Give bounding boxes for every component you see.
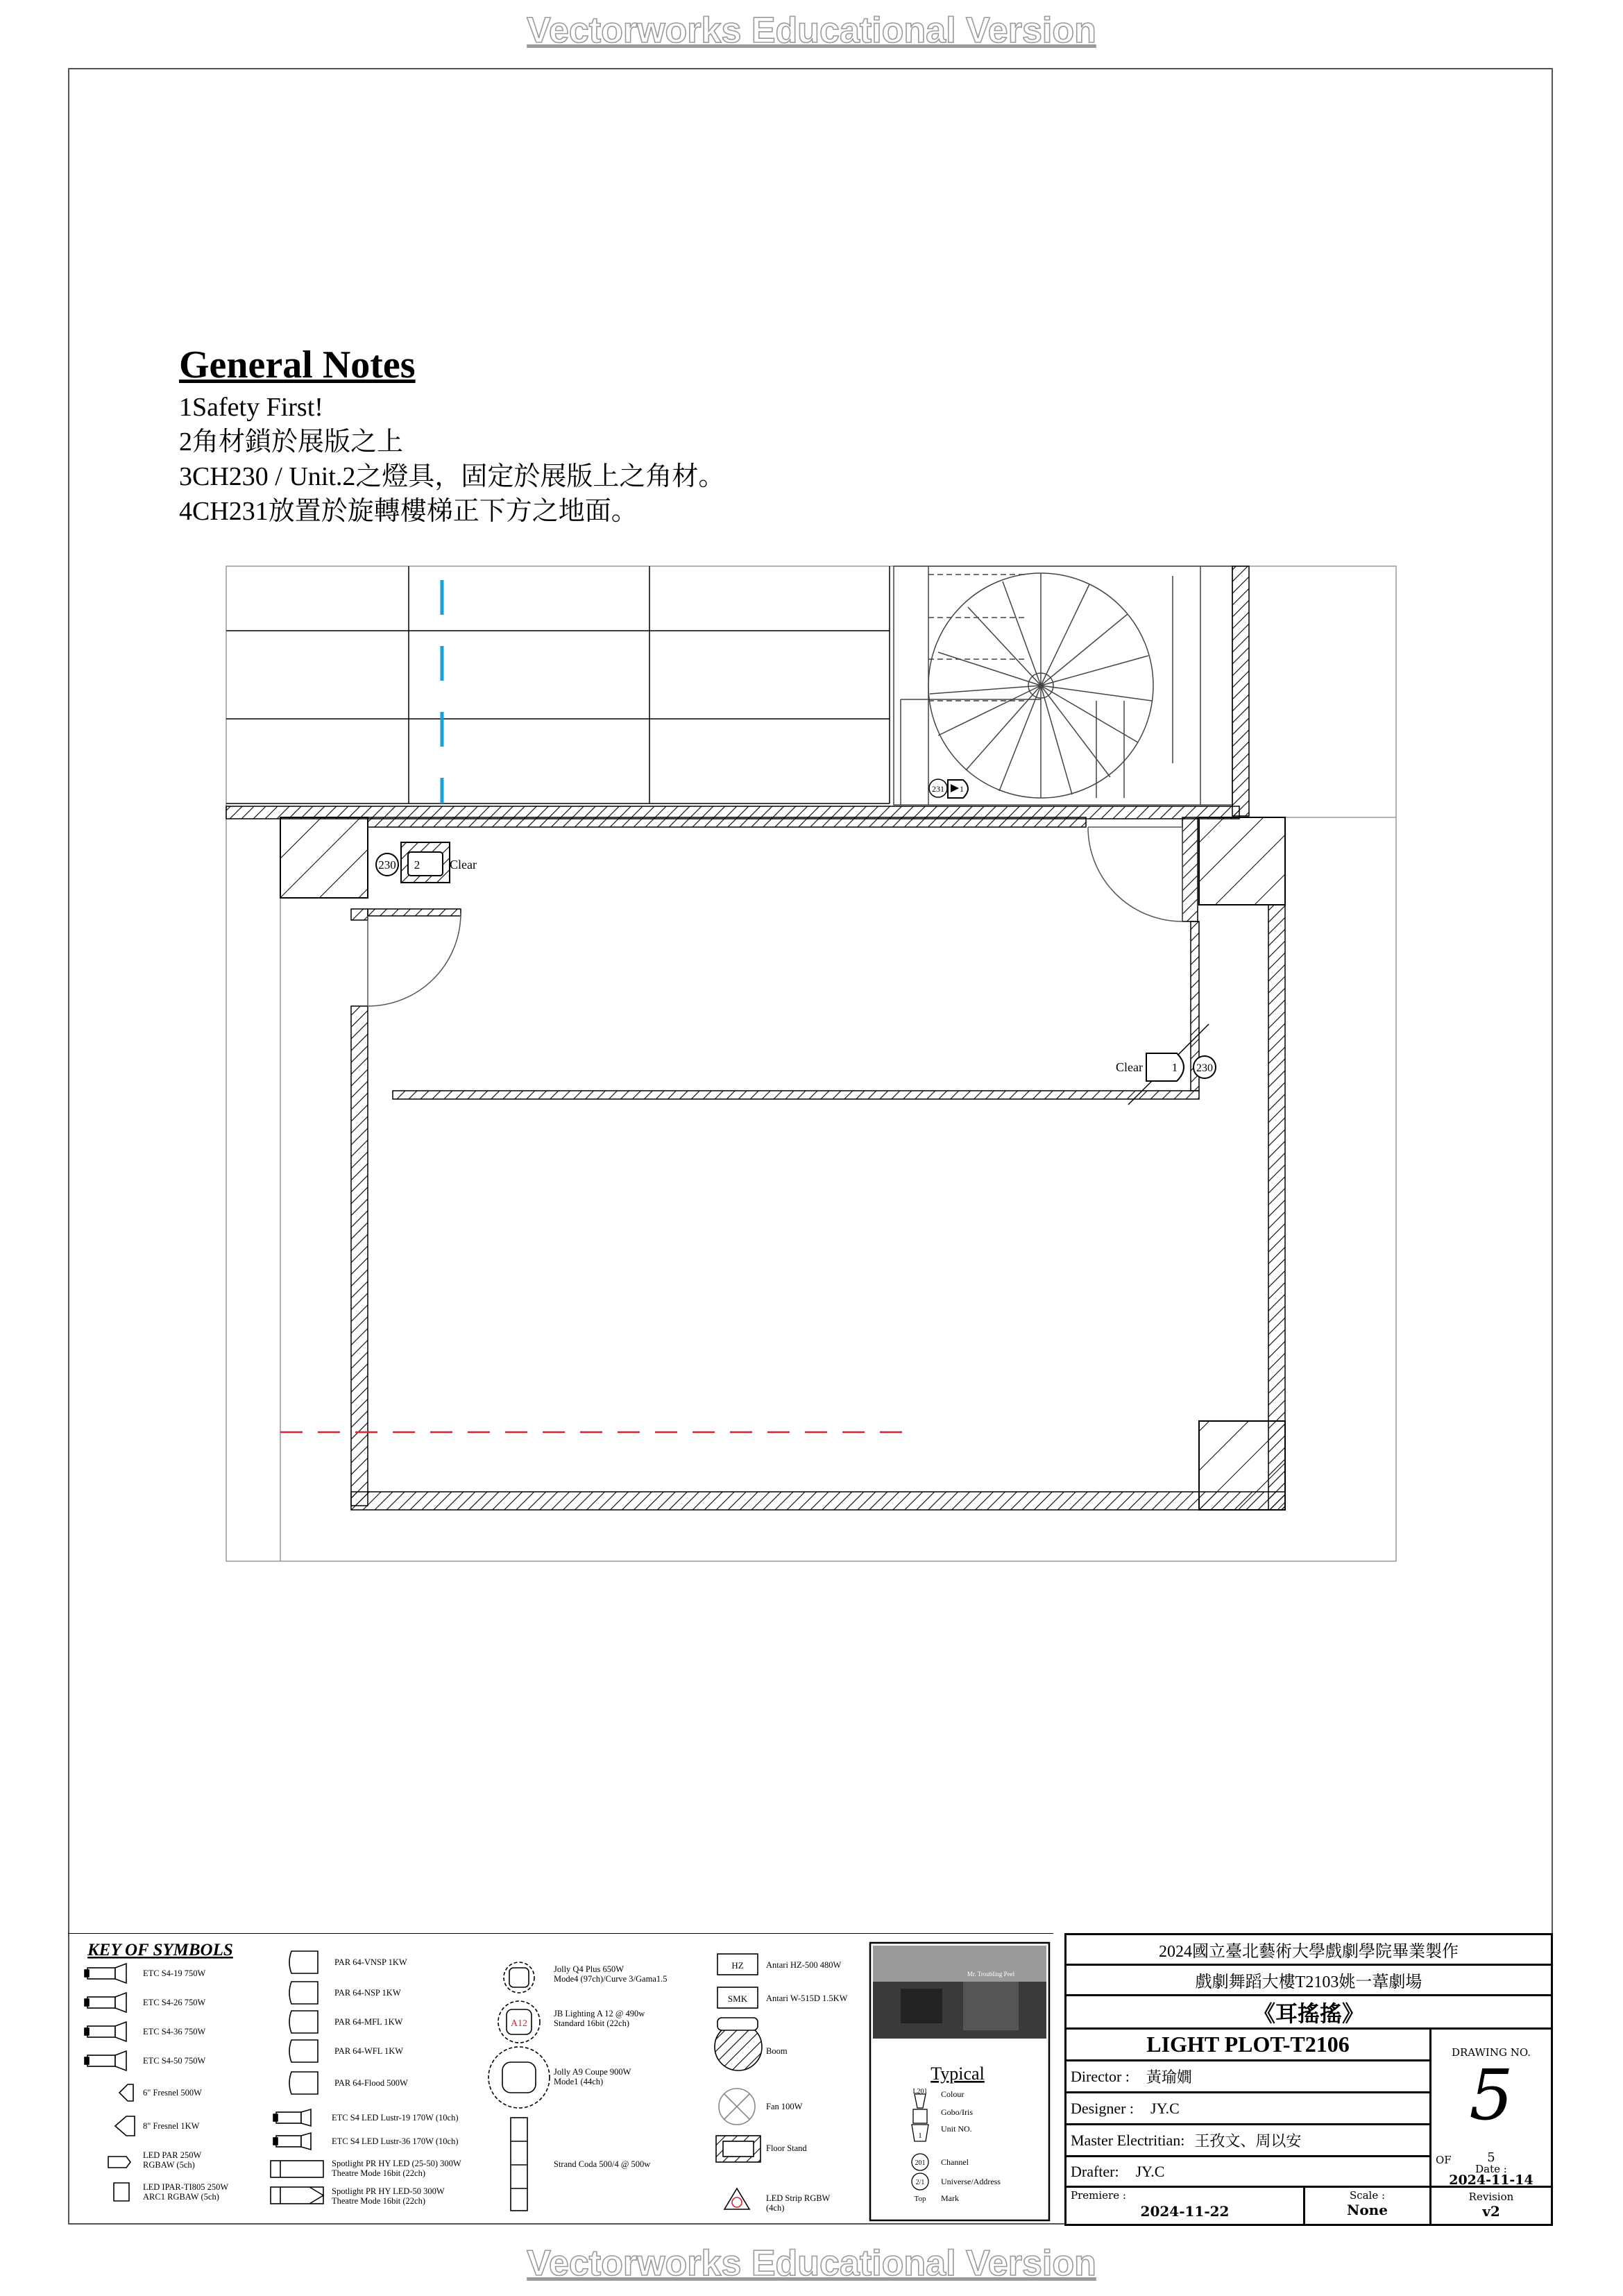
- key-item: Jolly Q4 Plus 650W: [554, 1964, 624, 1974]
- unit2-channel: 230: [378, 858, 396, 871]
- venue-outline: [226, 566, 1396, 1561]
- typical-item: Channel: [941, 2157, 969, 2167]
- typical-item: Colour: [941, 2089, 965, 2099]
- typical-box: [870, 1943, 1049, 2220]
- key-item: 8" Fresnel 1KW: [143, 2121, 200, 2131]
- tb-director: [1067, 2061, 1431, 2093]
- me-label: Master Electritian:: [1071, 2131, 1185, 2149]
- doors: [368, 827, 1182, 1006]
- key-item: ETC S4 LED Lustr-19 170W (10ch): [332, 2113, 459, 2123]
- key-item: Mode4 (97ch)/Curve 3/Gama1.5: [554, 1974, 668, 1984]
- key-item: ETC S4-50 750W: [143, 2056, 206, 2066]
- sample-channel: 201: [915, 2159, 926, 2167]
- director-label: Director :: [1071, 2067, 1130, 2085]
- me-value: 王孜文、周以安: [1194, 2132, 1302, 2150]
- key-item: Spotlight PR HY LED (25-50) 300W: [332, 2159, 461, 2168]
- key-item: Theatre Mode 16bit (22ch): [332, 2168, 426, 2178]
- key-item: Fan 100W: [766, 2102, 803, 2111]
- tb-master-electrician: [1067, 2125, 1431, 2157]
- drawing-no-label: DRAWING NO.: [1451, 2046, 1531, 2059]
- watermark-bottom: Vectorworks Educational Version: [527, 2243, 1096, 2284]
- sample-colour: L201: [912, 2088, 928, 2095]
- key-item: Mode1 (44ch): [554, 2077, 604, 2086]
- revision-label: Revision: [1468, 2191, 1514, 2203]
- key-item: PAR 64-VNSP 1KW: [334, 1957, 407, 1967]
- unit2-number: 2: [414, 858, 420, 871]
- typical-item: Gobo/Iris: [941, 2107, 973, 2117]
- tb-scale: [1305, 2188, 1431, 2224]
- photo-caption: Mr. Troubling Peel: [967, 1971, 1015, 1978]
- unit1-channel: 230: [1196, 1062, 1213, 1074]
- spiral-stair: [894, 566, 1232, 805]
- fixture-under-stair: [929, 779, 968, 798]
- general-notes-title: General Notes: [179, 343, 416, 386]
- key-of-symbols: [68, 1933, 1053, 2225]
- key-item: PAR 64-MFL 1KW: [334, 2017, 403, 2027]
- tb-premiere: [1067, 2188, 1305, 2224]
- tb-plot-title: LIGHT PLOT-T2106: [1067, 2030, 1431, 2061]
- key-item: ETC S4-36 750W: [143, 2027, 206, 2036]
- key-item: Jolly A9 Coupe 900W: [554, 2067, 631, 2077]
- smk-symbol: SMK: [727, 1993, 748, 2004]
- key-item: LED Strip RGBW: [766, 2193, 831, 2203]
- premiere-value: 2024-11-22: [1140, 2203, 1230, 2220]
- tb-line1: 2024國立臺北藝術大學戲劇學院畢業製作: [1067, 1935, 1551, 1966]
- designer-label: Designer :: [1071, 2099, 1135, 2117]
- of-value: 5: [1487, 2150, 1495, 2165]
- key-title: KEY OF SYMBOLS: [87, 1941, 233, 1959]
- note-line: 1Safety First!: [179, 393, 323, 422]
- key-item: RGBAW (5ch): [143, 2160, 195, 2170]
- key-item: ETC S4-26 750W: [143, 1998, 206, 2007]
- sample-unit: 1: [918, 2132, 922, 2140]
- tb-line2: 戲劇舞蹈大樓T2103姚一葦劇場: [1067, 1966, 1551, 1996]
- sample-address: 2/1: [915, 2179, 925, 2186]
- key-item: PAR 64-WFL 1KW: [334, 2046, 404, 2056]
- sample-top: Top: [914, 2195, 926, 2203]
- key-item: Standard 16bit (22ch): [554, 2018, 630, 2028]
- key-item: PAR 64-Flood 500W: [334, 2078, 408, 2088]
- key-item: Floor Stand: [766, 2143, 807, 2153]
- top-grid: [226, 566, 890, 803]
- key-item: LED PAR 250W: [143, 2150, 202, 2160]
- note-line: 3CH230 / Unit.2之燈具，固定於展版上之角材。: [179, 462, 725, 491]
- tb-revision: [1431, 2188, 1551, 2224]
- key-item: JB Lighting A 12 @ 490w: [554, 2009, 645, 2018]
- director-value: 黃瑜嫺: [1146, 2068, 1192, 2086]
- key-item: PAR 64-NSP 1KW: [334, 1988, 401, 1998]
- stair-number: 1: [960, 784, 964, 794]
- designer-value: JY.C: [1150, 2099, 1180, 2117]
- tb-drafter: [1067, 2157, 1431, 2188]
- tb-date: [1431, 2150, 1551, 2188]
- key-item: Strand Coda 500/4 @ 500w: [554, 2159, 651, 2169]
- hz-symbol: HZ: [731, 1960, 744, 1971]
- key-item: ETC S4 LED Lustr-36 170W (10ch): [332, 2136, 459, 2146]
- key-item: Spotlight PR HY LED-50 300W: [332, 2186, 445, 2196]
- key-item: Antari HZ-500 480W: [766, 1960, 842, 1970]
- scale-value: None: [1347, 2202, 1388, 2218]
- key-item: ETC S4-19 750W: [143, 1968, 206, 1978]
- title-block: [1064, 1933, 1553, 2226]
- note-line: 4CH231放置於旋轉樓梯正下方之地面。: [179, 497, 638, 526]
- display-board: [393, 1091, 1199, 1099]
- tb-show-title: 《耳搖搖》: [1067, 1996, 1551, 2030]
- typical-item: Universe/Address: [941, 2177, 1001, 2186]
- tb-designer: [1067, 2093, 1431, 2125]
- a12-symbol-label: A12: [510, 2018, 528, 2029]
- key-item: LED IPAR-TI805 250W: [143, 2182, 229, 2192]
- note-line: 2角材鎖於展版之上: [179, 427, 404, 457]
- revision-value: v2: [1482, 2203, 1500, 2220]
- scale-label: Scale :: [1349, 2189, 1386, 2202]
- date-value: 2024-11-14: [1449, 2172, 1533, 2188]
- key-item: Antari W-515D 1.5KW: [766, 1993, 848, 2003]
- key-item: 6" Fresnel 500W: [143, 2088, 202, 2098]
- drafter-label: Drafter:: [1071, 2162, 1119, 2180]
- drawing-no-value: 5: [1469, 2055, 1513, 2136]
- typical-title: Typical: [931, 2064, 985, 2084]
- drafter-value: JY.C: [1135, 2162, 1165, 2180]
- unit1-number: 1: [1171, 1061, 1178, 1074]
- typical-item: Unit NO.: [941, 2124, 972, 2134]
- typical-item: Mark: [941, 2193, 959, 2203]
- key-item: Theatre Mode 16bit (22ch): [332, 2196, 426, 2206]
- tb-drawing-no: [1431, 2030, 1551, 2156]
- room-walls: [280, 817, 1285, 1510]
- key-item: Boom: [766, 2046, 788, 2056]
- date-label: Date :: [1475, 2163, 1507, 2175]
- unit2-colour: Clear: [450, 858, 477, 871]
- stair-channel: 231: [932, 784, 944, 794]
- watermark-top: Vectorworks Educational Version: [527, 10, 1096, 51]
- fixture-unit-2: [376, 842, 477, 883]
- key-item: ARC1 RGBAW (5ch): [143, 2192, 219, 2202]
- unit1-colour: Clear: [1116, 1060, 1143, 1074]
- key-item: (4ch): [766, 2203, 785, 2213]
- premiere-label: Premiere :: [1071, 2189, 1126, 2202]
- of-label: OF: [1436, 2154, 1452, 2166]
